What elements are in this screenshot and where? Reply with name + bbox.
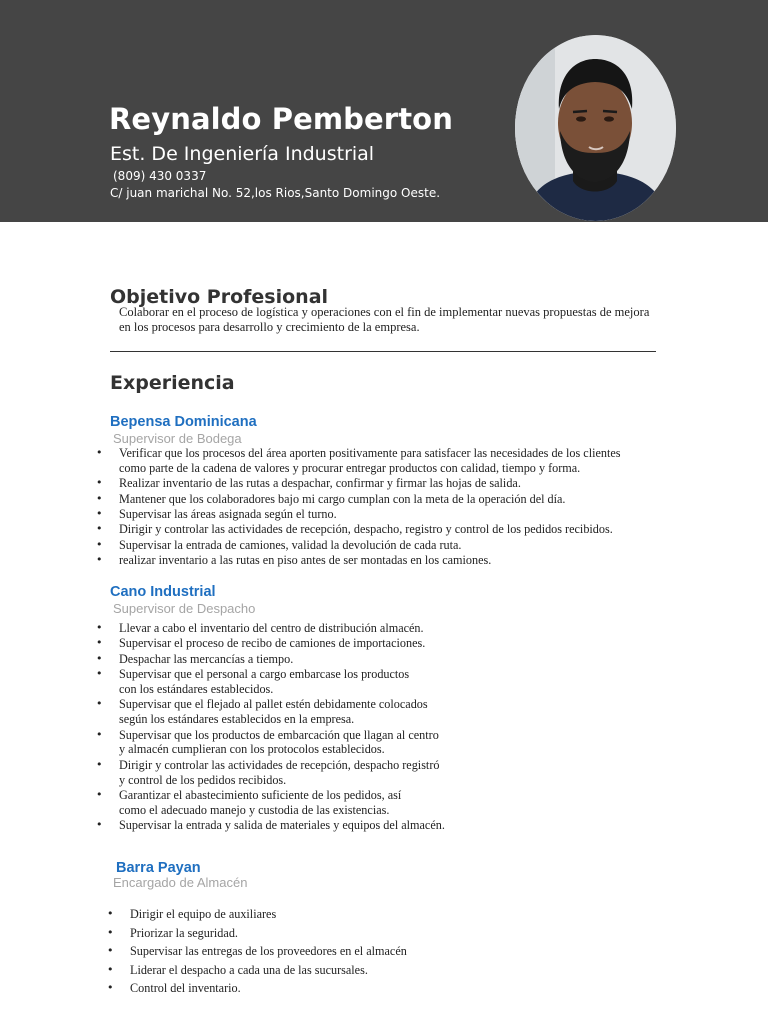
job-role: Encargado de Almacén: [113, 875, 248, 890]
duty-item: • Control del inventario.: [130, 981, 690, 996]
job-company: Cano Industrial: [110, 584, 216, 600]
job-role: Supervisor de Despacho: [113, 601, 256, 616]
profile-photo: [515, 35, 676, 221]
duty-item: • Priorizar la seguridad.: [130, 926, 690, 941]
duty-item: • Verificar que los procesos del área aporten positivamente para satisfacer las necesidades de los clientes como parte de la cadena de valores y procurar entregar productos con calidad, tiempo y forma.: [119, 446, 719, 476]
duty-item: • Dirigir y controlar las actividades de recepción, despacho, registro y control de los pedidos recibidos.: [119, 522, 719, 537]
address: C/ juan marichal No. 52,los Rios,Santo Domingo Oeste.: [110, 186, 441, 200]
profile-photo-image: [515, 35, 676, 221]
job-role: Supervisor de Bodega: [113, 431, 242, 446]
duty-item: • Supervisar las entregas de los proveedores en el almacén: [130, 944, 690, 959]
duty-item: • Mantener que los colaboradores bajo mi cargo cumplan con la meta de la operación del día.: [119, 492, 719, 507]
candidate-name: Reynaldo Pemberton: [109, 102, 453, 136]
duty-item: • Llevar a cabo el inventario del centro de distribución almacén.: [119, 621, 719, 636]
duty-item: • Dirigir y controlar las actividades de recepción, despacho registró y control de los pedidos recibidos.: [119, 758, 719, 788]
duty-item: • Supervisar la entrada de camiones, validad la devolución de cada ruta.: [119, 538, 719, 553]
duty-item: • Garantizar el abastecimiento suficiente de los pedidos, así como el adecuado manejo y custodia de las existencias.: [119, 788, 719, 818]
header-banner: [0, 0, 768, 222]
duty-item: • Realizar inventario de las rutas a despachar, confirmar y firmar las hojas de salida.: [119, 476, 719, 491]
duty-item: • Liderar el despacho a cada una de las sucursales.: [130, 963, 690, 978]
job-duties-list: [130, 907, 690, 1000]
job-company: Barra Payan: [116, 860, 201, 876]
experience-heading: Experiencia: [110, 372, 235, 394]
duty-item: • realizar inventario a las rutas en piso antes de ser montadas en los camiones.: [119, 553, 719, 568]
duty-item: • Despachar las mercancías a tiempo.: [119, 652, 719, 667]
candidate-title: Est. De Ingeniería Industrial: [110, 143, 375, 165]
job-duties-list: [119, 446, 719, 569]
job-company: Bepensa Dominicana: [110, 414, 257, 430]
duty-item: • Supervisar que los productos de embarcación que llagan al centro y almacén cumplieran con los protocolos establecidos.: [119, 728, 719, 758]
section-divider: [110, 351, 656, 352]
duty-item: • Supervisar el proceso de recibo de camiones de importaciones.: [119, 636, 719, 651]
duty-item: • Supervisar que el personal a cargo embarcase los productos con los estándares establecidos.: [119, 667, 719, 697]
duty-item: • Supervisar la entrada y salida de materiales y equipos del almacén.: [119, 818, 719, 833]
duty-item: • Supervisar que el flejado al pallet estén debidamente colocados según los estándares establecidos en la empresa.: [119, 697, 719, 727]
duty-item: • Dirigir el equipo de auxiliares: [130, 907, 690, 922]
objective-heading: Objetivo Profesional: [110, 286, 329, 308]
duty-item: • Supervisar las áreas asignada según el turno.: [119, 507, 719, 522]
job-duties-list: [119, 621, 719, 834]
objective-text: Colaborar en el proceso de logística y operaciones con el fin de implementar nuevas propuestas de mejora en los procesos para desarrollo y crecimiento de la empresa.: [119, 305, 650, 334]
phone-number: (809) 430 0337: [113, 169, 207, 183]
